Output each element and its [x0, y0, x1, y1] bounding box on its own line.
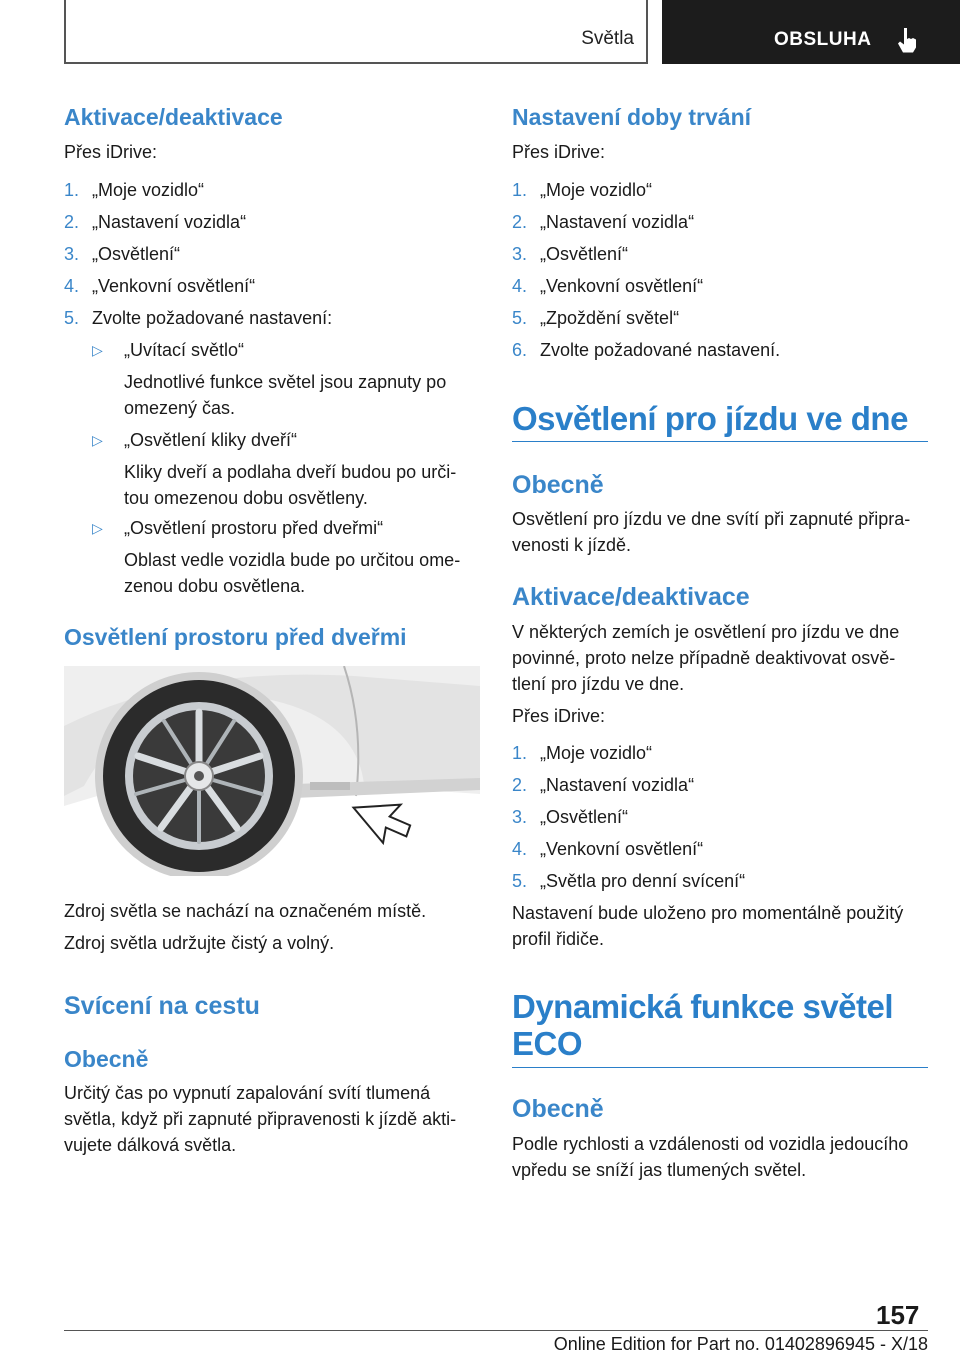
option-desc: Jednotlivé funkce světel jsou zapnuty po [124, 372, 447, 392]
option-desc: tou omezenou dobu osvětleny. [124, 488, 368, 508]
heading-duration: Nastavení doby trvání [512, 104, 752, 130]
section-title: Světla [581, 28, 634, 49]
chapter-tab [662, 0, 960, 64]
step-text: „Moje vozidlo“ [92, 180, 205, 200]
option-title: „Osvětlení kliky dveří“ [124, 430, 298, 450]
paragraph: vujete dálková světla. [64, 1135, 237, 1155]
step-number: 2. [512, 775, 528, 795]
footer-rule [64, 1330, 928, 1331]
intro-idrive: Přes iDrive: [512, 142, 606, 162]
option-desc: Oblast vedle vozidla bude po určitou ome- [124, 550, 461, 570]
hand-pointer-icon [896, 26, 920, 54]
step-text: „Moje vozidlo“ [540, 743, 653, 763]
paragraph: světla, když při zapnuté připravenosti k jízdě akti- [64, 1109, 457, 1129]
paragraph: vpředu se sníží jas tlumených světel. [512, 1160, 807, 1180]
paragraph: Podle rychlosti a vzdálenosti od vozidla jedoucího [512, 1134, 909, 1154]
subheading-general: Obecně [512, 471, 604, 499]
step-text: „Venkovní osvětlení“ [540, 276, 704, 296]
step-text: „Venkovní osvětlení“ [92, 276, 256, 296]
title-eco-lights-line1: Dynamická funkce světel [512, 988, 894, 1025]
step-number: 5. [64, 308, 80, 328]
step-number: 4. [64, 276, 80, 296]
step-number: 3. [64, 244, 80, 264]
step-text: „Osvětlení“ [92, 244, 181, 264]
page-number: 157 [876, 1300, 920, 1330]
step-text: „Zpoždění světel“ [540, 308, 680, 328]
step-number: 3. [512, 244, 528, 264]
chapter-tab-label: OBSLUHA [774, 29, 872, 50]
step-text: „Osvětlení“ [540, 807, 629, 827]
paragraph: venosti k jízdě. [512, 535, 632, 555]
heading-activation: Aktivace/deaktivace [64, 104, 283, 130]
step-number: 1. [64, 180, 80, 200]
heading-follow-me-home: Svícení na cestu [64, 992, 260, 1020]
paragraph: tlení pro jízdu ve dne. [512, 674, 685, 694]
paragraph: profil řidiče. [512, 929, 605, 949]
step-text: „Nastavení vozidla“ [540, 775, 695, 795]
step-number: 3. [512, 807, 528, 827]
triangle-bullet-icon: ▷ [92, 432, 103, 448]
option-title: „Osvětlení prostoru před dveřmi“ [124, 518, 384, 538]
step-number: 5. [512, 308, 528, 328]
option-desc: zenou dobu osvětlena. [124, 576, 306, 596]
title-eco-lights-line2: ECO [512, 1025, 583, 1062]
subheading-general: Obecně [512, 1095, 604, 1123]
car-door-light-illustration [64, 666, 480, 876]
paragraph: Zdroj světla se nachází na označeném místě. [64, 901, 427, 921]
option-title: „Uvítací světlo“ [124, 340, 245, 360]
option-desc: Kliky dveří a podlaha dveří budou po urči- [124, 462, 457, 482]
step-text: „Venkovní osvětlení“ [540, 839, 704, 859]
paragraph: Osvětlení pro jízdu ve dne svítí při zapnuté připra- [512, 509, 911, 529]
step-number: 6. [512, 340, 528, 360]
step-text: „Moje vozidlo“ [540, 180, 653, 200]
triangle-bullet-icon: ▷ [92, 342, 103, 358]
paragraph: Určitý čas po vypnutí zapalování svítí tlumená [64, 1083, 431, 1103]
step-text: „Světla pro denní svícení“ [540, 871, 746, 891]
paragraph: Nastavení bude uloženo pro momentálně použitý [512, 903, 904, 923]
option-desc: omezený čas. [124, 398, 236, 418]
step-text: Zvolte požadované nastavení: [92, 308, 333, 328]
step-number: 1. [512, 743, 528, 763]
step-number: 4. [512, 276, 528, 296]
step-number: 2. [512, 212, 528, 232]
step-text: „Osvětlení“ [540, 244, 629, 264]
step-text: „Nastavení vozidla“ [540, 212, 695, 232]
paragraph: povinné, proto nelze případně deaktivovat osvě- [512, 648, 896, 668]
subheading-general: Obecně [64, 1046, 149, 1072]
footer-edition: Online Edition for Part no. 01402896945 - X/18 [553, 1334, 928, 1354]
step-number: 1. [512, 180, 528, 200]
step-text: Zvolte požadované nastavení. [540, 340, 781, 360]
intro-idrive: Přes iDrive: [64, 142, 158, 162]
step-number: 5. [512, 871, 528, 891]
step-number: 2. [64, 212, 80, 232]
paragraph: V některých zemích je osvětlení pro jízdu ve dne [512, 622, 900, 642]
intro-idrive: Přes iDrive: [512, 706, 606, 726]
paragraph: Zdroj světla udržujte čistý a volný. [64, 933, 335, 953]
step-text: „Nastavení vozidla“ [92, 212, 247, 232]
header-section-box [64, 0, 648, 64]
step-number: 4. [512, 839, 528, 859]
title-rule [512, 441, 928, 442]
heading-activation: Aktivace/deaktivace [512, 583, 750, 611]
title-daytime-running-lights: Osvětlení pro jízdu ve dne [512, 400, 908, 437]
triangle-bullet-icon: ▷ [92, 520, 103, 536]
heading-door-light: Osvětlení prostoru před dveřmi [64, 624, 407, 650]
title-rule [512, 1067, 928, 1068]
